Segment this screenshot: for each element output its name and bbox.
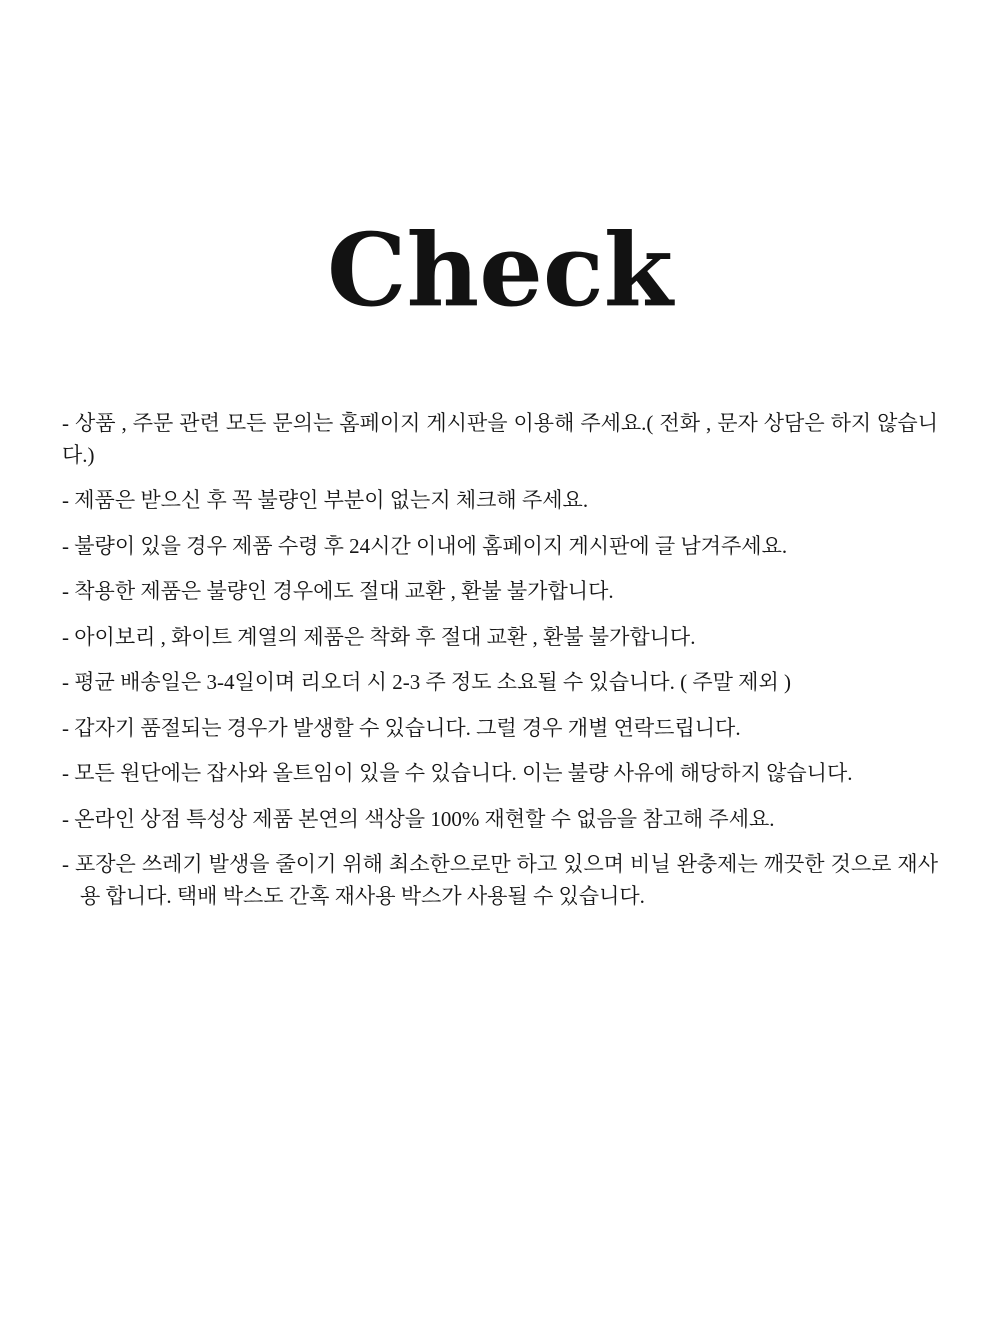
notice-item: - 상품 , 주문 관련 모든 문의는 홈페이지 게시판을 이용해 주세요.( 전화 , 문자 상담은 하지 않습니다.) xyxy=(62,411,938,467)
notice-item: - 착용한 제품은 불량인 경우에도 절대 교환 , 환불 불가합니다. xyxy=(62,579,614,603)
notice-item: - 불량이 있을 경우 제품 수령 후 24시간 이내에 홈페이지 게시판에 글 남겨주세요. xyxy=(62,533,788,558)
notice-list xyxy=(62,408,938,912)
notice-item: - 온라인 상점 특성상 제품 본연의 색상을 100% 재현할 수 없음을 참고해 주세요. xyxy=(62,806,775,831)
notice-item: - 갑자기 품절되는 경우가 발생할 수 있습니다. 그럴 경우 개별 연락드립니다. xyxy=(62,715,741,740)
page-title: Check xyxy=(326,211,674,329)
notice-item: - 아이보리 , 화이트 계열의 제품은 착화 후 절대 교환 , 환불 불가합니다. xyxy=(62,624,696,649)
notice-item: - 포장은 쓰레기 발생을 줄이기 위해 최소한으로만 하고 있으며 비닐 완충제는 깨끗한 것으로 재사용 합니다. 택배 박스도 간혹 재사용 박스가 사용될 수 있습니다. xyxy=(62,852,938,908)
notice-item: - 평균 배송일은 3-4일이며 리오더 시 2-3 주 정도 소요될 수 있습니다. ( 주말 제외 ) xyxy=(62,670,791,694)
notice-item: - 모든 원단에는 잡사와 올트임이 있을 수 있습니다. 이는 불량 사유에 해당하지 않습니다. xyxy=(62,761,853,785)
notice-item: - 제품은 받으신 후 꼭 불량인 부분이 없는지 체크해 주세요. xyxy=(62,488,589,512)
